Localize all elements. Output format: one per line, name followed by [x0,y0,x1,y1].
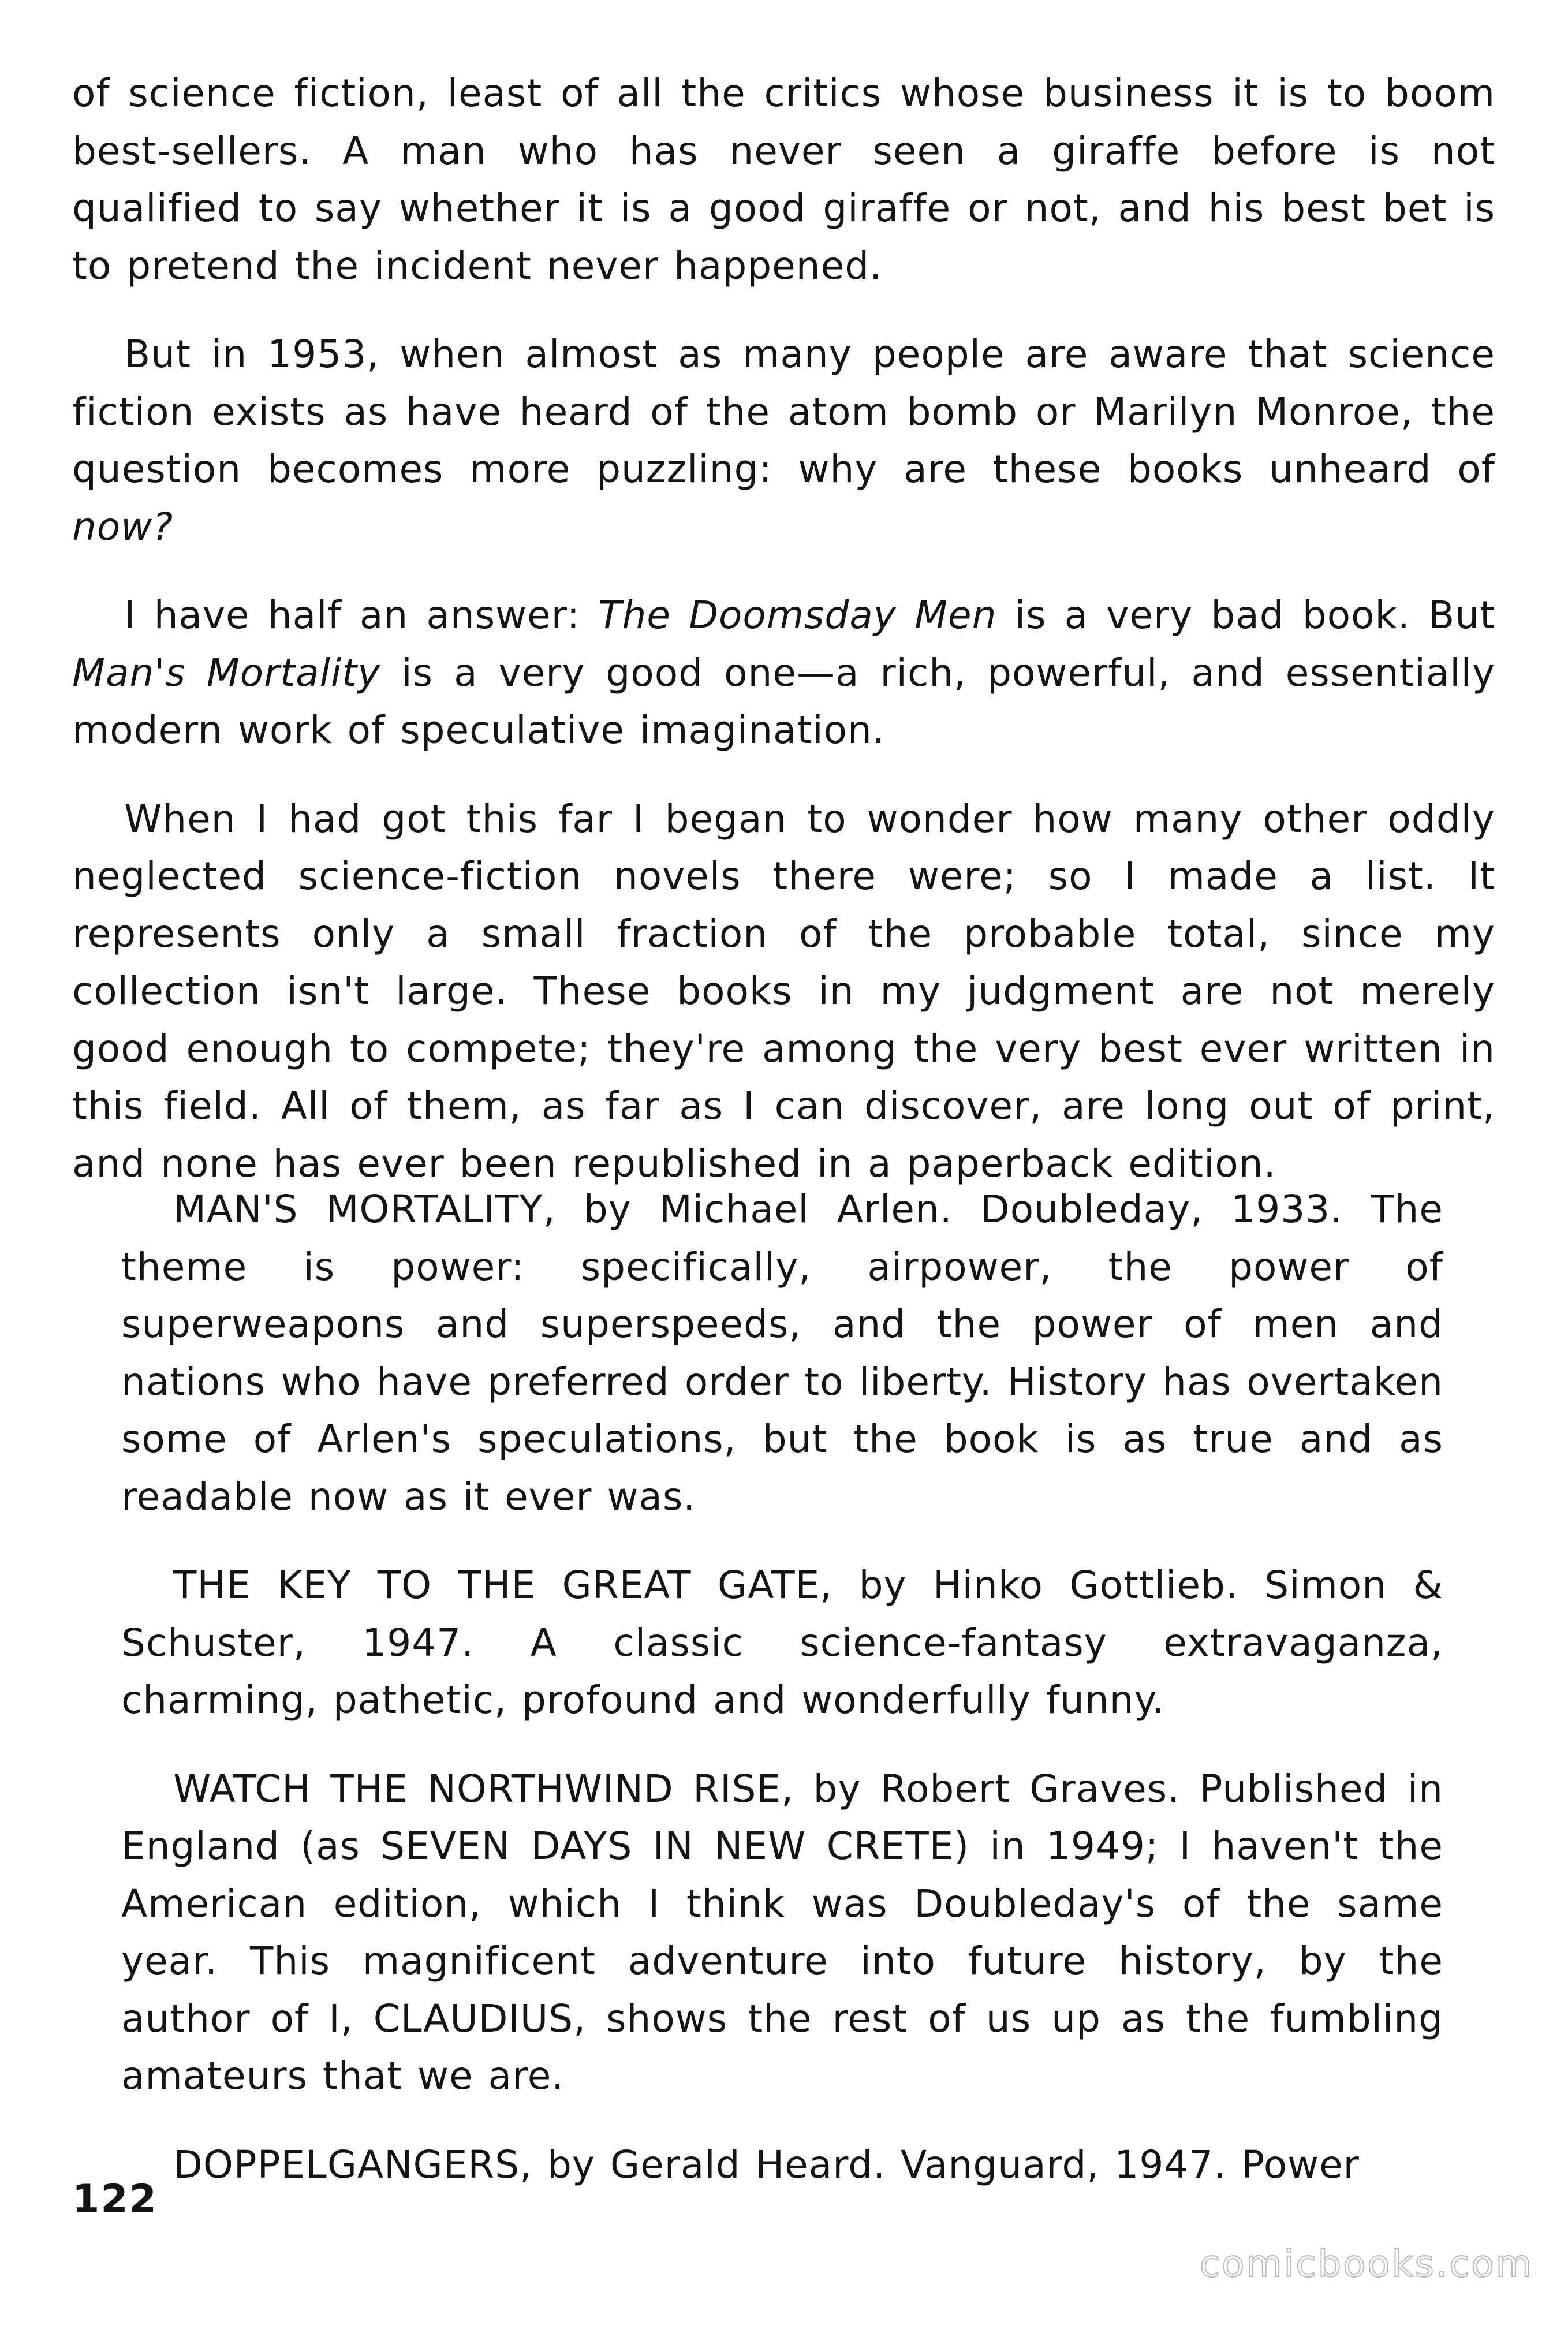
emphasis-now: now? [72,504,174,549]
book-entry-doppelgangers: DOPPELGANGERS, by Gerald Heard. Vanguard, 1947. Power [173,2142,1360,2187]
paragraph-4: When I had got this far I began to wonder how many other oddly neglected science-fiction novels there were; so I made a list. It represents only a small fraction of the probable total, since my collection isn't large. These books in my judgment are not merely good enough to compete; they're among the very best ever written in this field. All of them, as far as I can discover, are long out of print, and none has ever been republished in a paperback edition. [72,796,1495,1186]
paragraph-3 [72,587,1495,759]
book-entry-key-to-the-great-gate: THE KEY TO THE GREAT GATE, by Hinko Gottlieb. Simon & Schuster, 1947. A classic science-fantasy extravaganza, charming, pathetic, profound and wonderfully funny. [121,1563,1443,1722]
paragraph-3-text: I have half an answer: The Doomsday Men is a very bad book. But Man's Mortality is a very good one—a rich, powerful, and essentially modern work of speculative imagination. [72,593,1496,752]
book-title-italic: Man's Mortality [72,650,381,695]
body-text [72,65,1495,1223]
watermark-logo: comicbooks.com [1199,2243,1533,2286]
book-title-italic: The Doomsday Men [598,593,997,637]
book-entry-mans-mortality: MAN'S MORTALITY, by Michael Arlen. Doubleday, 1933. The theme is power: specifically, airpower, the power of superweapons and superspeeds, and the power of men and nations who have preferred order to liberty. History has overtaken some of Arlen's speculations, but the book is as true and as readable now as it ever was. [121,1187,1443,1519]
paragraph-1: of science fiction, least of all the critics whose business it is to boom best-sellers. A man who has never seen a giraffe before is not qualified to say whether it is a good giraffe or not, and his best bet is to pretend the incident never happened. [72,71,1495,288]
book-list [121,1181,1443,2224]
page-number: 122 [72,2177,158,2222]
paragraph-2: But in 1953, when almost as many people are aware that science fiction exists as have heard of the atom bomb or Marilyn Monroe, the question becomes more puzzling: why are these books unheard of now? [72,332,1495,549]
book-entry-watch-the-northwind-rise: WATCH THE NORTHWIND RISE, by Robert Graves. Published in England (as SEVEN DAYS IN NEW CRETE) in 1949; I haven't the American edition, which I think was Doubleday's of the same year. This magnificent adventure into future history, by the author of I, CLAUDIUS, shows the rest of us up as the fumbling amateurs that we are. [121,1766,1443,2098]
